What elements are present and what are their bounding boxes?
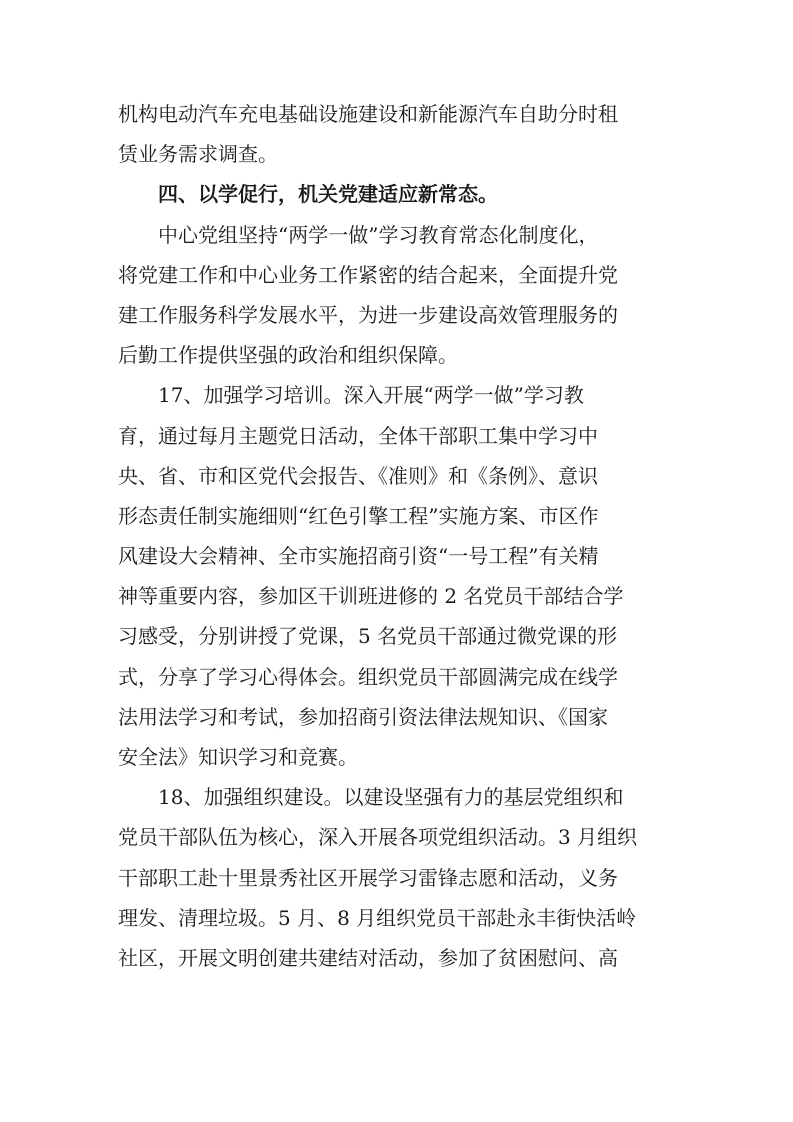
text-line: 干部职工赴十里景秀社区开展学习雷锋志愿和活动，义务 — [118, 865, 618, 890]
text-line: 17、加强学习培训。深入开展“两学一做”学习教 — [158, 383, 584, 408]
text-line: 安全法》知识学习和竞赛。 — [118, 745, 358, 769]
text-line: 赁业务需求调查。 — [118, 142, 278, 167]
document-body — [118, 94, 678, 978]
text-line: 习感受，分别讲授了党课，5 名党员干部通过微党课的形 — [118, 624, 618, 649]
text-line: 央、省、市和区党代会报告、《准则》和《条例》、意识 — [118, 463, 598, 488]
text-line: 风建设大会精神、全市实施招商引资“一号工程”有关精 — [118, 544, 599, 569]
text-line: 后勤工作提供坚强的政治和组织保障。 — [118, 343, 458, 368]
text-line: 神等重要内容，参加区干训班进修的 2 名党员干部结合学 — [118, 584, 624, 609]
text-line: 育，通过每月主题党日活动，全体干部职工集中学习中 — [118, 423, 598, 448]
text-line: 机构电动汽车充电基础设施建设和新能源汽车自助分时租 — [118, 102, 618, 126]
section-heading: 四、以学促行，机关党建适应新常态。 — [158, 182, 498, 207]
text-line: 18、加强组织建设。以建设坚强有力的基层党组织和 — [158, 785, 624, 810]
text-line: 社区，开展文明创建共建结对活动，参加了贫困慰问、高 — [118, 945, 618, 970]
text-line: 法用法学习和考试，参加招商引资法律法规知识、《国家 — [118, 704, 608, 729]
text-line: 建工作服务科学发展水平，为进一步建设高效管理服务的 — [118, 302, 618, 327]
text-line: 式，分享了学习心得体会。组织党员干部圆满完成在线学 — [118, 664, 618, 689]
text-line: 党员干部队伍为核心，深入开展各项党组织活动。3 月组织 — [118, 825, 638, 850]
text-line: 中心党组坚持“两学一做”学习教育常态化制度化， — [158, 222, 599, 247]
text-line: 形态责任制实施细则“红色引擎工程”实施方案、市区作 — [118, 503, 599, 528]
text-line: 理发、清理垃圾。5 月、8 月组织党员干部赴永丰街快活岭 — [118, 905, 637, 930]
text-line: 将党建工作和中心业务工作紧密的结合起来，全面提升党 — [118, 262, 618, 287]
